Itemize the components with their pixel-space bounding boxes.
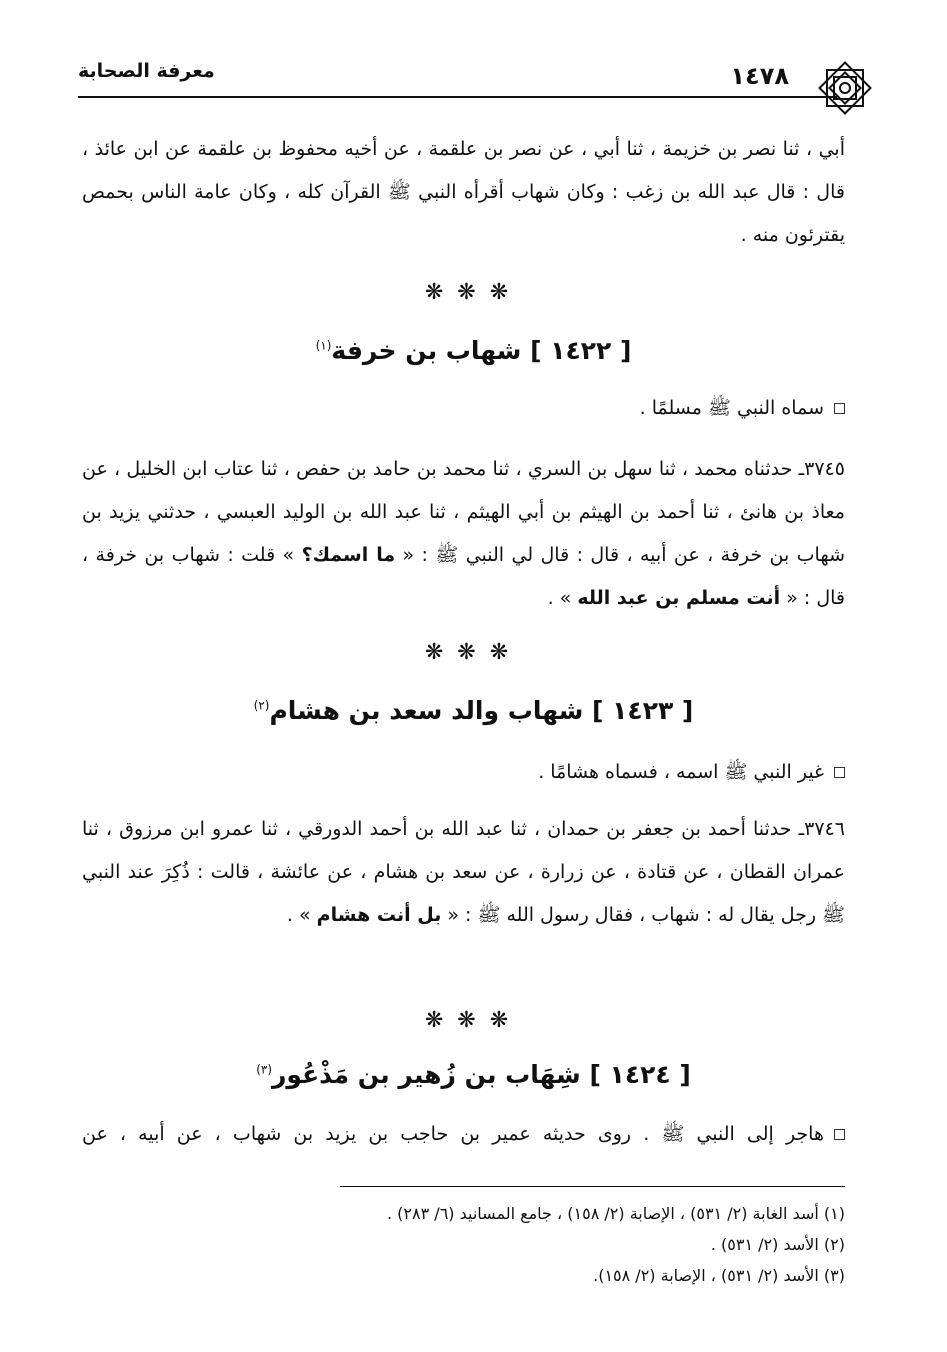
footnotes [82, 1198, 845, 1291]
running-title: معرفة الصحابة [78, 60, 215, 82]
hadith-quote-bold: بل أنت هشام [316, 904, 442, 926]
octagram-ornament-icon [813, 56, 877, 120]
page-header [78, 38, 877, 100]
entry-heading-text: [ ١٤٢٤ ] شِهَاب بن زُهير بن مَذْعُور [272, 1060, 691, 1089]
hadith-text: » قلت : شهاب بن خرفة ، قال : « [82, 544, 845, 609]
square-bullet-icon [834, 1129, 845, 1140]
square-bullet-icon [834, 767, 845, 778]
header-divider [78, 96, 837, 98]
hadith-text: » . [286, 904, 311, 926]
square-bullet-icon [834, 403, 845, 414]
footnote-ref: (١) [315, 338, 332, 353]
hadith-quote-bold: أنت مسلم بن عبد الله [577, 587, 781, 609]
entry-heading [0, 1060, 947, 1089]
entry-heading-text: [ ١٤٢٢ ] شهاب بن خرفة [331, 336, 632, 365]
section-divider-stars: ❋❋❋ [424, 640, 523, 665]
footnote-ref: (٢) [253, 698, 270, 713]
opening-paragraph: أبي ، ثنا نصر بن خزيمة ، ثنا أبي ، عن نصر بن علقمة ، عن أخيه محفوظ بن علقمة عن ابن عائذ ، قال : قال عبد الله بن زغب : وكان شهاب أقرأه النبي ﷺ القرآن كله ، وكان عامة الناس بحمص يقترئون منه . [82, 138, 845, 246]
footnote: (١) أسد الغابة (٢/ ٥٣١) ، الإصابة (٢/ ١٥٨) ، جامع المسانيد (٦/ ٢٨٣) . [387, 1204, 845, 1223]
hadith-paragraph [82, 808, 845, 937]
hadith-paragraph [82, 448, 845, 620]
footnote: (٢) الأسد (٢/ ٥٣١) . [710, 1235, 845, 1254]
hadith-text: ٣٧٤٦ـ حدثنا أحمد بن جعفر بن حمدان ، ثنا عبد الله بن أحمد الدورقي ، ثنا عمرو ابن مرزوق ، ثنا عمران القطان ، عن قتادة ، عن زرارة ، عن سعد بن هشام ، عن عائشة ، قالت : ذُكِرَ عند النبي ﷺ رجل يقال له : شهاب ، فقال رسول الله ﷺ : « [82, 818, 845, 926]
footnote: (٣) الأسد (٢/ ٥٣١) ، الإصابة (٢/ ١٥٨). [593, 1266, 845, 1285]
entry-note [538, 760, 845, 788]
section-divider-stars: ❋❋❋ [424, 280, 523, 305]
entry-note-text: غير النبي ﷺ اسمه ، فسماه هشامًا . [538, 761, 824, 783]
footnote-ref: (٣) [256, 1062, 273, 1077]
entry-heading [0, 696, 947, 725]
hadith-text: » . [547, 587, 572, 609]
page-number: ١٤٧٨ [730, 62, 789, 90]
entry-note [640, 396, 845, 424]
entry-heading-text: [ ١٤٢٣ ] شهاب والد سعد بن هشام [269, 696, 694, 725]
entry-note-text: هاجر إلى النبي ﷺ . روى حديثه عمير بن حاجب بن يزيد بن شهاب ، عن أبيه ، عن [82, 1123, 824, 1145]
hadith-text: ٣٧٤٥ـ حدثناه محمد ، ثنا سهل بن السري ، ثنا محمد بن حامد بن حفص ، ثنا عتاب ابن الخليل ، عن معاذ بن هانئ ، ثنا أحمد بن الهيثم بن أبي الهيثم ، ثنا عبد الله بن الوليد العبسي ، حدثني يزيد بن شهاب بن خرفة ، عن أبيه ، قال : قال لي النبي ﷺ : « [82, 458, 845, 566]
entry-heading [0, 336, 947, 365]
entry-note [82, 1122, 845, 1150]
footnote-divider [340, 1186, 845, 1187]
entry-note-text: سماه النبي ﷺ مسلمًا . [639, 397, 824, 419]
section-divider-stars: ❋❋❋ [424, 1008, 523, 1033]
hadith-quote-bold: ما اسمك؟ [301, 544, 396, 566]
